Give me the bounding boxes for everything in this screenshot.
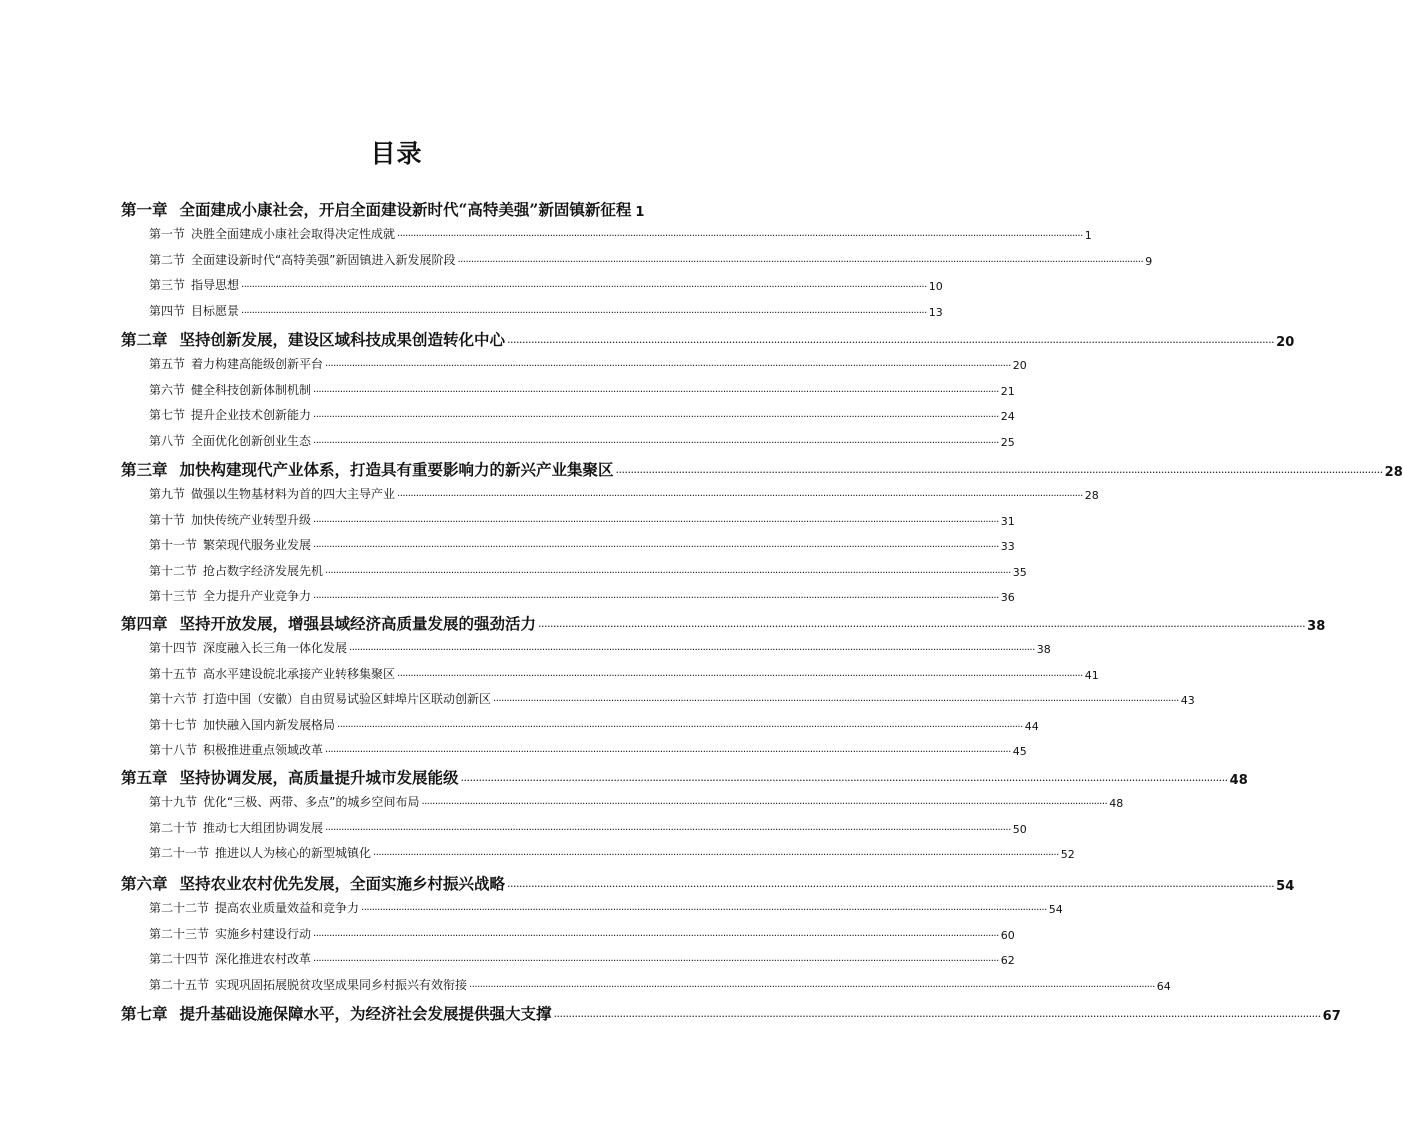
section-title: 抢占数字经济发展先机 — [203, 563, 324, 578]
section-page-number: 62 — [1000, 954, 1015, 967]
section-page-number: 48 — [1109, 797, 1124, 810]
section-label: 第十七节 — [149, 717, 198, 732]
section-label: 第一节 — [149, 227, 186, 241]
section-label: 第十六节 — [149, 692, 198, 706]
chapter-page-number: 54 — [1276, 879, 1295, 894]
toc-section-entry[interactable] — [149, 792, 1124, 810]
toc-section-entry[interactable] — [149, 715, 1039, 733]
chapter-label: 第二章 — [121, 330, 168, 349]
toc-section-entry[interactable] — [149, 843, 1075, 861]
dot-leader — [313, 407, 999, 423]
section-title: 繁荣现代服务业发展 — [203, 538, 312, 552]
section-label: 第二十节 — [149, 820, 198, 835]
section-page-number: 52 — [1060, 848, 1075, 861]
toc-section-entry[interactable] — [149, 898, 1063, 916]
section-page-number: 54 — [1048, 903, 1063, 916]
section-label: 第二十三节 — [149, 926, 210, 941]
dot-leader — [461, 768, 1228, 788]
toc-section-entry[interactable] — [149, 250, 1153, 268]
section-title: 实现巩固拓展脱贫攻坚成果同乡村振兴有效衔接 — [215, 977, 468, 992]
toc-section-entry[interactable] — [149, 664, 1099, 682]
dot-leader — [397, 486, 1083, 502]
section-title: 提高农业质量效益和竞争力 — [215, 901, 360, 915]
section-title: 决胜全面建成小康社会取得决定性成就 — [191, 227, 396, 241]
dot-leader — [349, 640, 1035, 656]
chapter-page-number: 38 — [1307, 619, 1326, 634]
section-title: 高水平建设皖北承接产业转移集聚区 — [203, 666, 396, 681]
dot-leader — [313, 382, 999, 398]
section-title: 实施乡村建设行动 — [215, 926, 312, 941]
section-title: 健全科技创新体制机制 — [191, 382, 312, 397]
dot-leader — [421, 794, 1107, 810]
section-page-number: 20 — [1012, 359, 1027, 372]
section-label: 第二节 — [149, 252, 186, 267]
section-label: 第十八节 — [149, 743, 198, 757]
section-page-number: 38 — [1036, 643, 1051, 656]
toc-section-entry[interactable] — [149, 561, 1027, 579]
dot-leader — [241, 303, 927, 319]
dot-leader — [554, 1004, 1321, 1024]
section-label: 第十五节 — [149, 666, 198, 681]
section-page-number: 21 — [1000, 384, 1015, 398]
section-label: 第四节 — [149, 303, 186, 318]
dot-leader — [313, 588, 999, 604]
dot-leader — [538, 614, 1305, 634]
section-page-number: 64 — [1156, 979, 1171, 993]
chapter-page-number: 20 — [1276, 335, 1295, 350]
toc-chapter-entry[interactable] — [121, 764, 1248, 788]
dot-leader — [325, 563, 1011, 579]
section-label: 第三节 — [149, 278, 186, 292]
toc-section-entry[interactable] — [149, 818, 1027, 836]
section-title: 提升企业技术创新能力 — [191, 408, 312, 422]
toc-section-entry[interactable] — [149, 354, 1027, 372]
toc-section-entry[interactable] — [149, 380, 1015, 398]
dot-leader — [313, 926, 999, 942]
toc-section-entry[interactable] — [149, 535, 1015, 553]
toc-title: 目录 — [370, 139, 423, 168]
section-title: 指导思想 — [191, 278, 240, 292]
toc-section-entry[interactable] — [149, 586, 1015, 604]
chapter-page-number: 48 — [1229, 773, 1248, 788]
dot-leader — [373, 845, 1059, 861]
toc-chapter-entry[interactable] — [121, 196, 672, 220]
section-page-number: 33 — [1000, 540, 1015, 553]
section-label: 第二十四节 — [149, 952, 210, 966]
chapter-title: 坚持创新发展，建设区域科技成果创造转化中心 — [179, 330, 506, 349]
toc-section-entry[interactable] — [149, 689, 1195, 707]
dot-leader — [337, 717, 1023, 733]
toc-section-entry[interactable] — [149, 224, 1092, 242]
chapter-title: 加快构建现代产业体系，打造具有重要影响力的新兴产业集聚区 — [179, 460, 614, 479]
section-title: 积极推进重点领域改革 — [203, 743, 324, 757]
dot-leader — [457, 252, 1143, 268]
chapter-label: 第四章 — [121, 614, 168, 633]
section-page-number: 1 — [1084, 229, 1092, 242]
toc-section-entry[interactable] — [149, 275, 943, 293]
dot-leader — [325, 742, 1011, 758]
chapter-title: 坚持开放发展，增强县域经济高质量发展的强劲活力 — [179, 614, 537, 633]
section-page-number: 50 — [1012, 822, 1027, 836]
section-label: 第五节 — [149, 357, 186, 371]
section-label: 第八节 — [149, 433, 186, 448]
toc-chapter-entry[interactable] — [121, 1000, 1341, 1024]
section-page-number: 36 — [1000, 591, 1015, 604]
section-label: 第十二节 — [149, 563, 198, 578]
section-label: 第十九节 — [149, 795, 198, 809]
section-page-number: 31 — [1000, 514, 1015, 528]
toc-section-entry[interactable] — [149, 949, 1015, 967]
dot-leader — [397, 666, 1083, 682]
chapter-title: 全面建成小康社会，开启全面建设新时代“高特美强”新固镇新征程 — [179, 200, 632, 219]
chapter-page-number: 67 — [1322, 1009, 1341, 1024]
dot-leader — [616, 460, 1383, 480]
section-page-number: 44 — [1024, 719, 1039, 733]
dot-leader — [313, 537, 999, 553]
toc-chapter-entry[interactable] — [121, 456, 1403, 480]
chapter-page-number: 1 — [635, 205, 645, 220]
section-page-number: 13 — [928, 305, 943, 319]
toc-section-entry[interactable] — [149, 431, 1015, 449]
toc-chapter-entry[interactable] — [121, 870, 1295, 894]
toc-section-entry[interactable] — [149, 975, 1171, 993]
dot-leader — [313, 512, 999, 528]
toc-chapter-entry[interactable] — [121, 326, 1295, 350]
toc-section-entry[interactable] — [149, 924, 1015, 942]
chapter-label: 第五章 — [121, 768, 168, 787]
dot-leader — [241, 277, 927, 293]
section-page-number: 25 — [1000, 435, 1015, 449]
section-label: 第七节 — [149, 408, 186, 422]
section-label: 第二十五节 — [149, 977, 210, 992]
section-title: 优化“三极、两带、多点”的城乡空间布局 — [203, 795, 420, 809]
section-label: 第二十一节 — [149, 846, 210, 860]
section-title: 加快融入国内新发展格局 — [203, 717, 336, 732]
chapter-label: 第一章 — [121, 200, 168, 219]
section-page-number: 45 — [1012, 745, 1027, 758]
section-title: 深度融入长三角一体化发展 — [203, 641, 348, 655]
chapter-page-number: 28 — [1384, 465, 1403, 480]
section-label: 第十一节 — [149, 538, 198, 552]
toc-section-entry[interactable] — [149, 301, 943, 319]
section-title: 推动七大组团协调发展 — [203, 820, 324, 835]
dot-leader — [313, 951, 999, 967]
dot-leader — [469, 977, 1155, 993]
dot-leader — [313, 433, 999, 449]
section-page-number: 41 — [1084, 668, 1099, 682]
chapter-title: 坚持协调发展，高质量提升城市发展能级 — [179, 768, 459, 787]
section-title: 全面建设新时代“高特美强”新固镇进入新发展阶段 — [191, 252, 456, 267]
section-page-number: 43 — [1180, 694, 1195, 707]
section-page-number: 9 — [1145, 254, 1153, 268]
section-label: 第十三节 — [149, 589, 198, 603]
section-page-number: 10 — [928, 280, 943, 293]
section-title: 推进以人为核心的新型城镇化 — [215, 846, 372, 860]
chapter-title: 坚持农业农村优先发展，全面实施乡村振兴战略 — [179, 874, 506, 893]
dot-leader — [507, 330, 1274, 350]
section-page-number: 24 — [1000, 410, 1015, 423]
section-title: 打造中国（安徽）自由贸易试验区蚌埠片区联动创新区 — [203, 692, 492, 706]
section-title: 做强以生物基材料为首的四大主导产业 — [191, 487, 396, 501]
section-page-number: 35 — [1012, 565, 1027, 579]
section-page-number: 60 — [1000, 928, 1015, 942]
toc-section-entry[interactable] — [149, 510, 1015, 528]
toc-section-entry[interactable] — [149, 638, 1051, 656]
chapter-label: 第六章 — [121, 874, 168, 893]
dot-leader — [397, 226, 1083, 242]
dot-leader — [361, 900, 1047, 916]
toc-chapter-entry[interactable] — [121, 610, 1326, 634]
section-label: 第二十二节 — [149, 901, 210, 915]
section-title: 深化推进农村改革 — [215, 952, 312, 966]
dot-leader — [493, 691, 1179, 707]
chapter-label: 第三章 — [121, 460, 168, 479]
dot-leader — [507, 874, 1274, 894]
chapter-title: 提升基础设施保障水平，为经济社会发展提供强大支撑 — [179, 1004, 552, 1023]
section-page-number: 28 — [1084, 489, 1099, 502]
section-label: 第十节 — [149, 512, 186, 527]
section-title: 全力提升产业竞争力 — [203, 589, 312, 603]
dot-leader — [325, 356, 1011, 372]
section-label: 第九节 — [149, 487, 186, 501]
toc-section-entry[interactable] — [149, 740, 1027, 758]
section-title: 加快传统产业转型升级 — [191, 512, 312, 527]
chapter-label: 第七章 — [121, 1004, 168, 1023]
section-label: 第十四节 — [149, 641, 198, 655]
dot-leader — [325, 820, 1011, 836]
toc-section-entry[interactable] — [149, 484, 1099, 502]
section-title: 目标愿景 — [191, 303, 240, 318]
section-label: 第六节 — [149, 382, 186, 397]
section-title: 全面优化创新创业生态 — [191, 433, 312, 448]
section-title: 着力构建高能级创新平台 — [191, 357, 324, 371]
toc-section-entry[interactable] — [149, 405, 1015, 423]
